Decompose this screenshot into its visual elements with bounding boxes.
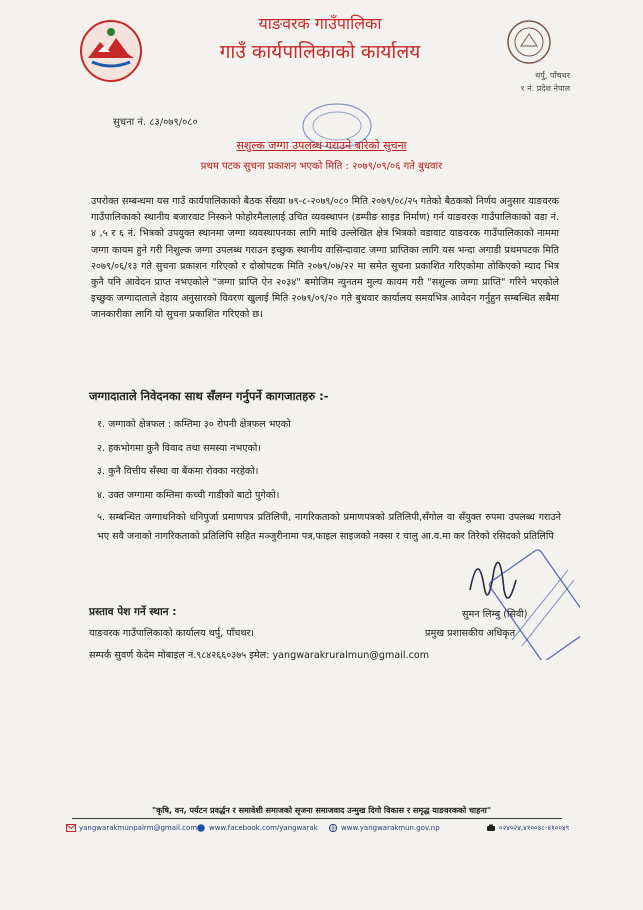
signer-title: प्रमुख प्रशासकीय अधिकृत <box>425 628 516 639</box>
globe-icon <box>328 824 338 832</box>
footer-website-text: www.yangwarakmun.gov.np <box>341 824 440 832</box>
document-item-5: ५. सम्बन्धित जग्गाधनिको धनिपुर्जा प्रमाणपत्र प्रतिलिपी, नागरिकताको प्रमाणपत्रको प्रतिलिपी,सँगोल वा सँयुक्त रुपमा उपलब्ध गराउने भए सवै जनाको नागरिकताको प्रतिलिपि सहित मञ्जुरीनामा पत्र,फाइल साइजको नक्सा र चालु आ.व.मा कर तिरेको रसिदको प्रतिलिपि <box>97 512 561 542</box>
signer-name: सुमन लिम्बु (सिवी) <box>462 609 528 620</box>
nepal-emblem-icon <box>78 18 144 84</box>
documents-heading: जग्गादाताले निवेदनका साथ सँलग्न गर्नुपर्ने कागजातहरु :- <box>89 389 329 403</box>
org-name: याङवरक गाउँपालिका <box>258 14 382 33</box>
phone-icon <box>486 824 496 832</box>
footer-facebook[interactable] <box>196 824 318 832</box>
reference-number: सुचना नं. ८३/०७९/०८० <box>113 117 198 128</box>
footer-email-text: yangwarakmunpalrm@gmail.com <box>79 824 198 832</box>
contact-line: सम्पर्क सुवर्ण केदेम मोबाइल नं.९८४२६६०३७५ इमेल: yangwarakruralmun@gmail.com <box>89 650 430 661</box>
document-item-4: ४. उक्त जग्गामा कम्तिमा कच्ची गाडीको बाटो पुगेको। <box>97 490 280 501</box>
footer-divider <box>72 818 562 819</box>
notice-subtitle: प्रथम पटक सुचना प्रकाशन भएको मिति : २०७९/०९/०६ गते बुधवार <box>200 161 443 172</box>
notice-body: उपरोक्त सम्बन्धमा यस गाउँ कार्यपालिकाको बैठक सँख्या ७९-८-२०७९/०८० मिति २०७९/०८/२५ गतेको बैठकको निर्णय अनुसार याङवरक गाउँपालिकाको स्थानीय बजारवाट निस्कने फोहोरमैलालाई उचित व्यवस्थापन (डम्पीङ साइड निर्माण) गर्न याङवरक गाउँपालिकाको वडा नं. ४ ,५ र ६ नं. भित्रको उपयुक्त स्थानमा जग्गा व्यवस्थापनका लागि माथि उल्लेखित क्षेत्र भित्रको वडावाट याङवरक गाउँपालिकाको नाममा जग्गा कायम हुने गरी निशुल्क जग्गा उपलब्ध गराउन इच्छुक स्थानीय वासिन्दावाट जग्गा प्राप्तिका लागि यस भन्दा अगाडी प्रथमपटक मिति २०७९/०६/१३ गते सुचना प्रकाशन गरिएको र दोस्रोपटक मिति २०७९/०७/२२ मा समेत सुचना प्रकाशित गरिएकोमा तोकिएको म्याद भित्र कुनै पनि आवेदन प्राप्त नभएकोले "जग्गा प्राप्ति ऐन २०३४" बमोजिम न्युनतम मुल्य कायम गरी "सशुल्क जग्गा प्राप्ति" गरिने भएकोले इच्छुक जग्गादाताले देहाय अनुसारको विवरण खुलाई मिति २०७९/०९/२० गते बुधवार कार्यालय समयभित्र आवेदन गर्नुहुन सम्बन्धित सबैमा जानकारीका लागि यो सुचना प्रकाशित गरिएको छ। <box>91 196 559 321</box>
footer-phone-text: ०२४०२४,४१००४८-४१००४९ <box>499 824 570 832</box>
mail-icon <box>66 824 76 832</box>
footer-slogan: "कृषि, वन, पर्यटन प्रवर्द्धन र समावेशी समाजको सृजना समाजवाद उन्मुख दिगो विकास र समृद्ध याङवरकको चाहना" <box>151 806 492 815</box>
location-line2: १ नं. प्रदेश नेपाल <box>520 84 570 93</box>
facebook-icon <box>196 824 206 832</box>
footer-website[interactable] <box>328 824 440 832</box>
footer-email[interactable] <box>66 824 197 832</box>
notice-title: सशुल्क जग्गा उपलब्ध गराउने बारेको सुचना <box>236 139 407 152</box>
office-name: गाउँ कार्यपालिकाको कार्यालय <box>219 41 421 63</box>
document-item-1: १. जग्गाको क्षेत्रफल : कम्तिमा ३० रोपनी क्षेत्रफल भएको <box>97 419 291 430</box>
signature-stamp-icon <box>450 540 580 660</box>
proposal-heading: प्रस्ताव पेश गर्ने स्थान : <box>89 606 177 618</box>
proposal-place: याङवरक गाउँपालिकाको कार्यालय थर्पु, पाँचथर। <box>89 628 255 639</box>
location-line1: थर्पु, पाँचथर <box>535 71 570 80</box>
office-seal-icon <box>505 18 553 66</box>
footer-facebook-text: www.facebook.com/yangwarak <box>209 824 318 832</box>
footer-contacts <box>66 824 596 838</box>
document-item-2: २. हकभोगमा कुनै विवाद तथा समस्या नभएको। <box>97 443 262 454</box>
document-item-3: ३. कुनै वित्तीय सँस्था वा बैंकमा रोक्का नरहेको। <box>97 466 259 477</box>
footer-phone <box>486 824 569 833</box>
